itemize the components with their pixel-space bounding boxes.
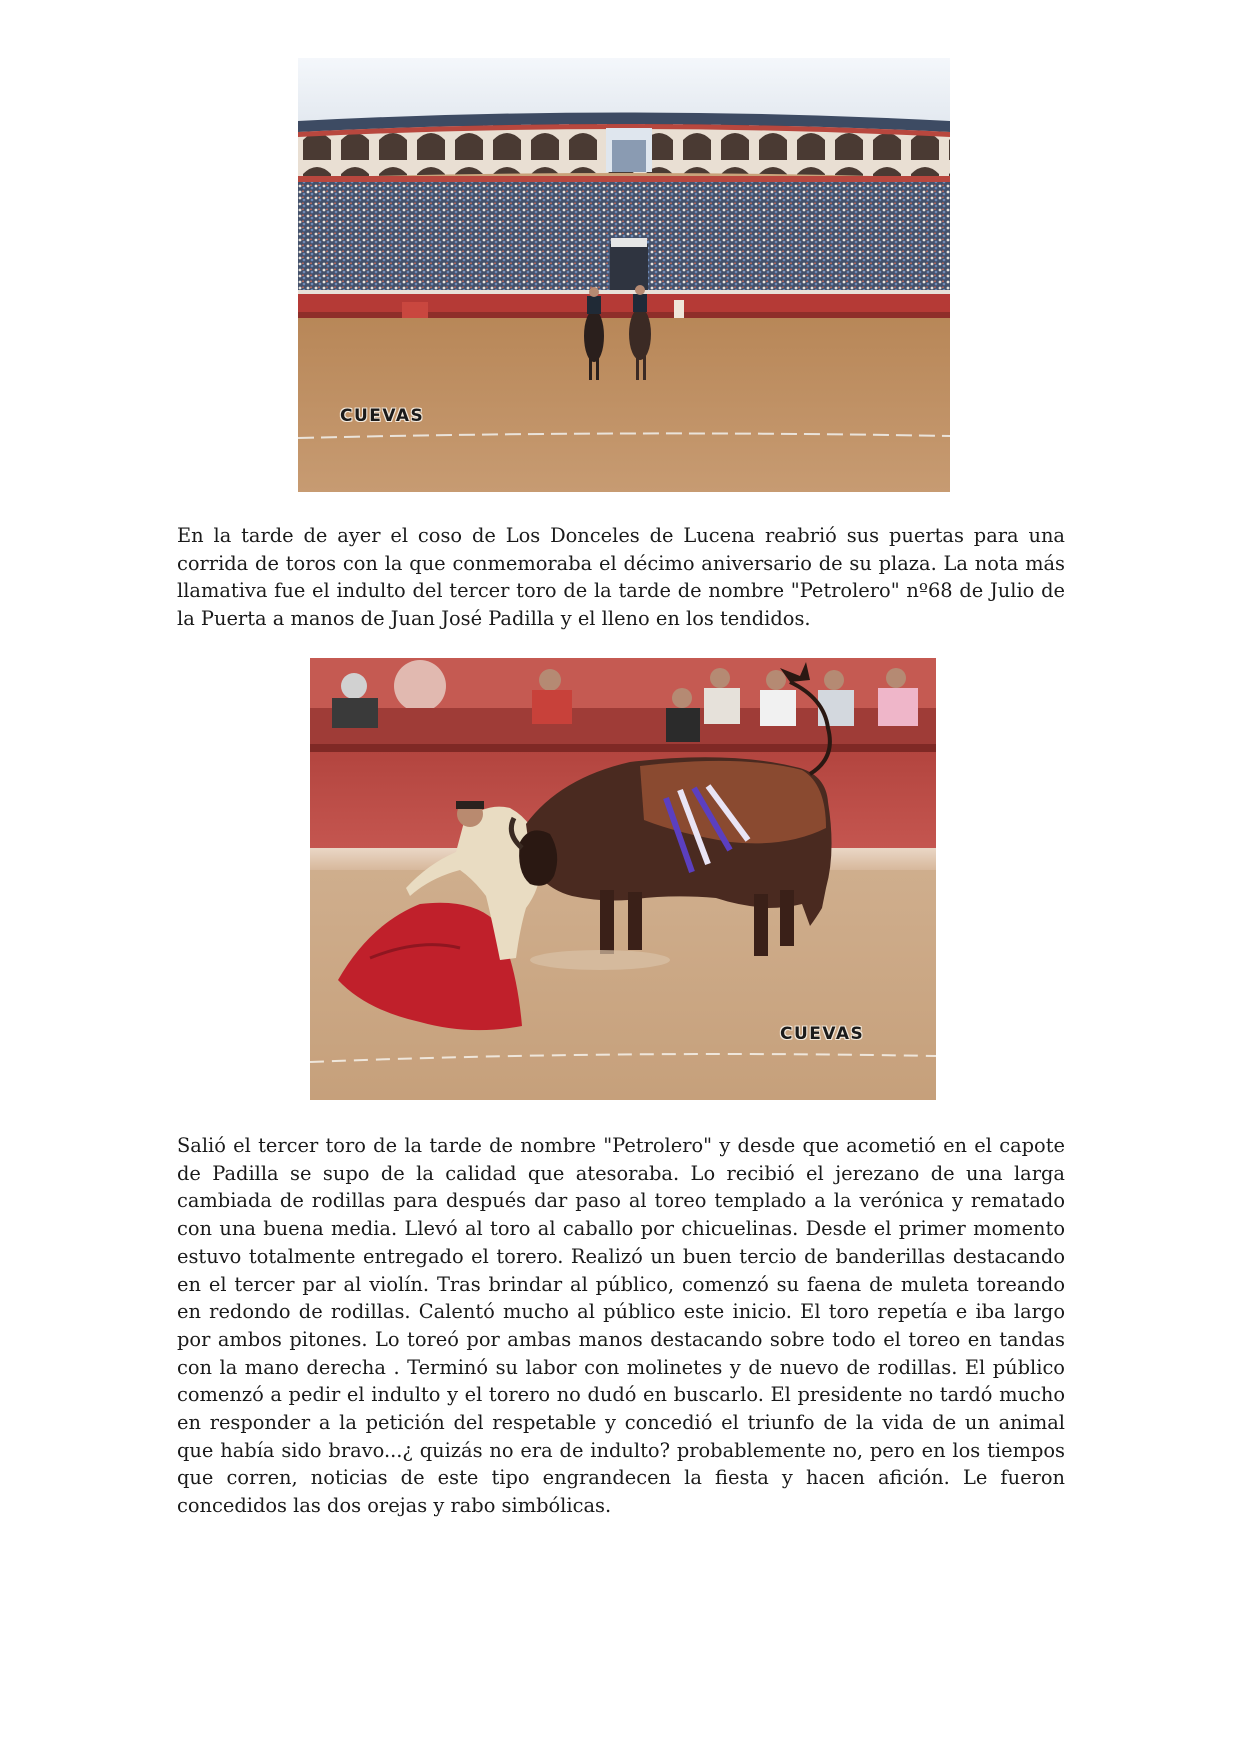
paragraph-bull-fight-report: Salió el tercer toro de la tarde de nombre "Petrolero" y desde que acometió en el capote de Padilla se supo de la calidad que atesoraba. Lo recibió el jerezano de una larga cambiada de rodillas para después dar paso al toreo templado a la verónica y rematado con una buena media. Llevó al toro al caballo por chicuelinas. Desde el primer momento estuvo totalmente entregado el torero. Realizó un buen tercio de banderillas destacando en el tercer par al violín. Tras brindar al público, comenzó su faena de muleta toreando en redondo de rodillas. Calentó mucho al público este inicio. El toro repetía e iba largo por ambos pitones. Lo toreó por ambas manos destacando sobre todo el toreo en tandas con la mano derecha . Terminó su labor con molinetes y de nuevo de rodillas. El público comenzó a pedir el indulto y el torero no dudó en buscarlo. El presidente no tardó mucho en responder a la petición del respetable y concedió el triunfo de la vida de un animal que había sido bravo...¿ quizás no era de indulto? probablemente no, pero en los tiempos que corren, noticias de este tipo engrandecen la fiesta y hacen afición. Le fueron concedidos las dos orejas y rabo simbólicas. — [177, 1134, 1065, 1518]
photo-watermark: CUEVAS — [780, 1024, 865, 1044]
bullring-photo — [298, 58, 950, 492]
paragraph-intro: En la tarde de ayer el coso de Los Donceles de Lucena reabrió sus puertas para una corrida de toros con la que conmemoraba el décimo aniversario de su plaza. La nota más llamativa fue el indulto del tercer toro de la tarde de nombre "Petrolero" nº68 de Julio de la Puerta a manos de Juan José Padilla y el lleno en los tendidos. — [177, 524, 1065, 631]
bullring-illustration — [298, 58, 950, 492]
photo-watermark: CUEVAS — [340, 406, 425, 426]
matador-photo — [310, 658, 936, 1100]
